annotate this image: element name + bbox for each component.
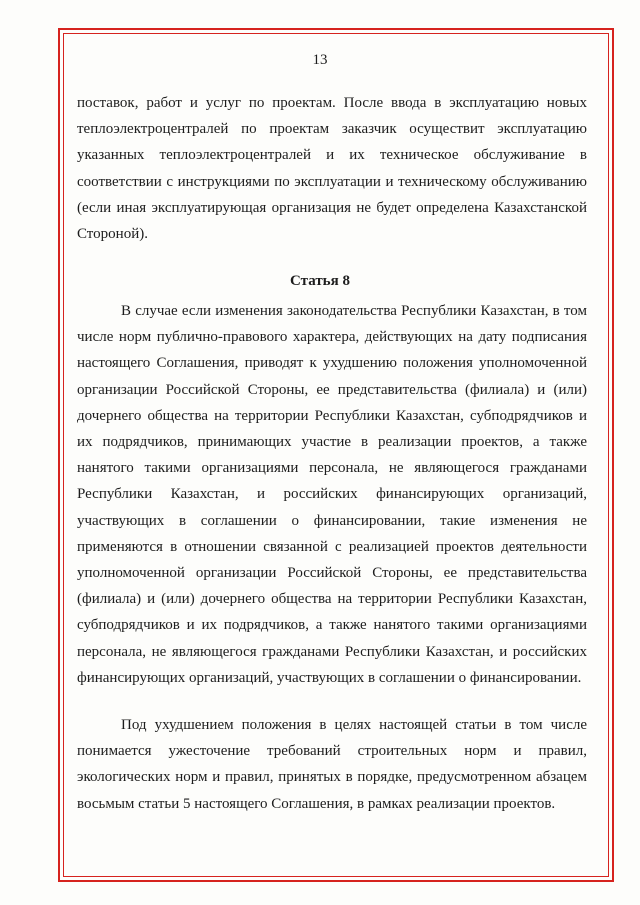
article-paragraph-2: Под ухудшением положения в целях настоящей статьи в том числе понимается ужесточение требований строительных норм и правил, экологических норм и правил, принятых в порядке, предусмотренном абзацем восьмым статьи 5 настоящего Соглашения, в рамках реализации проектов.	[77, 717, 587, 812]
article-heading: Статья 8	[290, 273, 350, 289]
article-paragraph-1: В случае если изменения законодательства Республики Казахстан, в том числе норм публично-правового характера, действующих на дату подписания настоящего Соглашения, приводят к ухудшению положения уполномоченной организации Российской Стороны, ее представительства (филиала) и (или) дочернего общества на территории Республики Казахстан, субподрядчиков и их подрядчиков, принимающих участие в реализации проектов, а также нанятого такими организациями персонала, не являющегося гражданами Республики Казахстан, и российских финансирующих организаций, участвующих в соглашении о финансировании, такие изменения не применяются в отношении связанной с реализацией проектов деятельности уполномоченной организации Российской Стороны, ее представительства (филиала) и (или) дочернего общества на территории Республики Казахстан, субподрядчиков и их подрядчиков, а также нанятого такими организациями персонала, не являющегося гражданами Республики Казахстан, и российских финансирующих организаций, участвующих в соглашении о финансировании.	[77, 303, 587, 686]
page-number: 13	[312, 52, 328, 68]
continued-paragraph: поставок, работ и услуг по проектам. После ввода в эксплуатацию новых теплоэлектроцентралей по проектам заказчик осуществит эксплуатацию указанных теплоэлектроцентралей и их техническое обслуживание в соответствии с инструкциями по эксплуатации и техническому обслуживанию (если иная эксплуатирующая организация не будет определена Казахстанской Стороной).	[77, 95, 587, 243]
